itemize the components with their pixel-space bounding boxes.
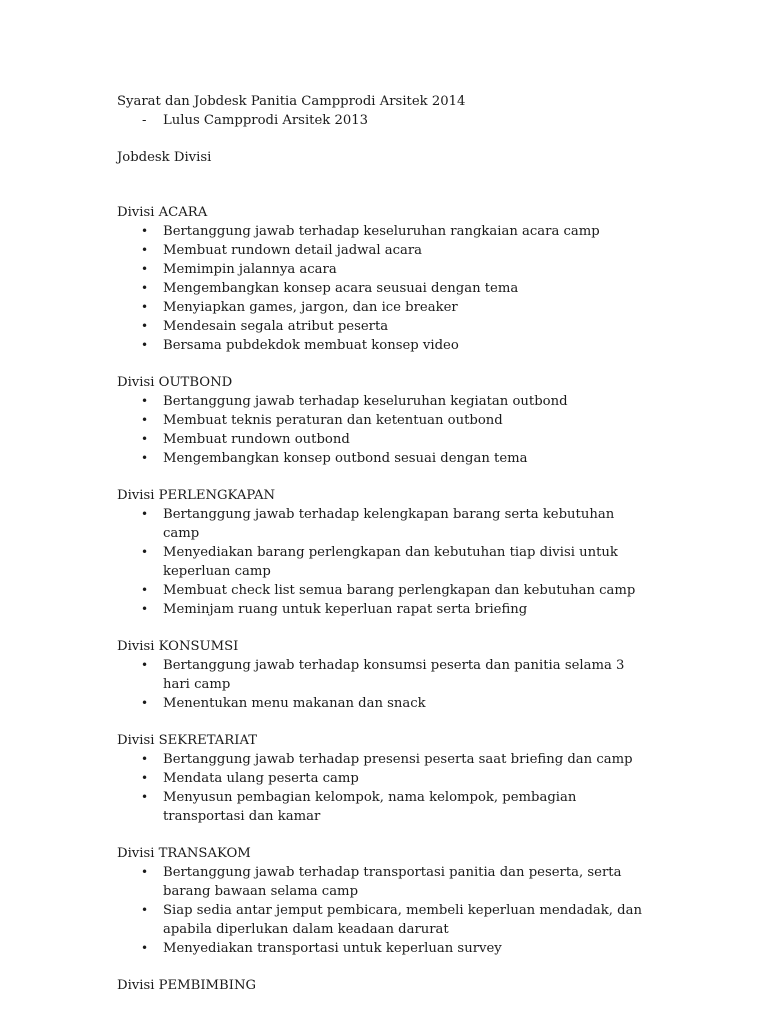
task-item (117, 449, 653, 468)
task-text: Bertanggung jawab terhadap konsumsi peserta dan panitia selama 3 hari camp (163, 658, 625, 692)
bullet-icon: • (141, 903, 149, 917)
task-list (117, 750, 657, 826)
document-title: Syarat dan Jobdesk Panitia Campprodi Arsitek 2014 (117, 94, 466, 109)
task-text: Menyediakan barang perlengkapan dan kebutuhan tiap divisi untuk keperluan camp (163, 545, 618, 579)
task-text: Menyediakan transportasi untuk keperluan survey (163, 941, 502, 956)
division-section (117, 203, 657, 355)
task-item (117, 750, 653, 769)
task-item (117, 769, 653, 788)
bullet-icon: • (141, 451, 149, 465)
task-item (117, 694, 653, 713)
task-item (117, 939, 653, 958)
task-text: Membuat check list semua barang perlengkapan dan kebutuhan camp (163, 583, 636, 598)
division-title: Divisi ACARA (117, 205, 208, 220)
task-text: Mengembangkan konsep acara seusuai dengan tema (163, 281, 519, 296)
division-title: Divisi OUTBOND (117, 375, 233, 390)
bullet-icon: • (141, 865, 149, 879)
bullet-icon: • (141, 752, 149, 766)
task-item (117, 260, 653, 279)
bullet-icon: • (141, 319, 149, 333)
document-page (117, 92, 657, 995)
task-item (117, 863, 653, 901)
section-subheading: Jobdesk Divisi (117, 150, 212, 165)
task-item (117, 317, 653, 336)
bullet-icon: • (141, 545, 149, 559)
task-text: Memimpin jalannya acara (163, 262, 337, 277)
division-section (117, 844, 657, 958)
task-list (117, 222, 657, 355)
task-text: Menyusun pembagian kelompok, nama kelompok, pembagian transportasi dan kamar (163, 790, 577, 824)
task-text: Bertanggung jawab terhadap keseluruhan rangkaian acara camp (163, 224, 600, 239)
dash-marker: - (142, 113, 147, 128)
requirement-text: Lulus Campprodi Arsitek 2013 (163, 113, 369, 128)
division-title: Divisi TRANSAKOM (117, 846, 251, 861)
bullet-icon: • (141, 413, 149, 427)
division-title: Divisi KONSUMSI (117, 639, 239, 654)
task-item (117, 543, 653, 581)
task-text: Menentukan menu makanan dan snack (163, 696, 426, 711)
bullet-icon: • (141, 300, 149, 314)
division-title: Divisi PEMBIMBING (117, 978, 257, 993)
task-text: Mendata ulang peserta camp (163, 771, 359, 786)
division-list (117, 203, 657, 995)
task-item (117, 505, 653, 543)
bullet-icon: • (141, 394, 149, 408)
task-text: Bertanggung jawab terhadap presensi peserta saat briefing dan camp (163, 752, 633, 767)
task-text: Bertanggung jawab terhadap keseluruhan kegiatan outbond (163, 394, 568, 409)
bullet-icon: • (141, 262, 149, 276)
task-item (117, 298, 653, 317)
task-item (117, 600, 653, 619)
task-list (117, 392, 657, 468)
task-item (117, 656, 653, 694)
task-item (117, 336, 653, 355)
bullet-icon: • (141, 941, 149, 955)
task-text: Bersama pubdekdok membuat konsep video (163, 338, 459, 353)
task-item (117, 411, 653, 430)
bullet-icon: • (141, 338, 149, 352)
task-item (117, 581, 653, 600)
bullet-icon: • (141, 658, 149, 672)
task-list (117, 656, 657, 713)
task-text: Membuat teknis peraturan dan ketentuan outbond (163, 413, 503, 428)
bullet-icon: • (141, 602, 149, 616)
division-section (117, 731, 657, 826)
task-text: Mengembangkan konsep outbond sesuai dengan tema (163, 451, 528, 466)
task-text: Bertanggung jawab terhadap kelengkapan barang serta kebutuhan camp (163, 507, 615, 541)
task-item (117, 222, 653, 241)
task-list (117, 863, 657, 958)
bullet-icon: • (141, 224, 149, 238)
bullet-icon: • (141, 583, 149, 597)
task-text: Menyiapkan games, jargon, dan ice breaker (163, 300, 458, 315)
division-title: Divisi PERLENGKAPAN (117, 488, 276, 503)
bullet-icon: • (141, 507, 149, 521)
task-item (117, 241, 653, 260)
task-item (117, 279, 653, 298)
requirement-item (117, 111, 657, 130)
division-section (117, 373, 657, 468)
division-section (117, 976, 657, 995)
task-text: Membuat rundown outbond (163, 432, 350, 447)
task-text: Mendesain segala atribut peserta (163, 319, 389, 334)
task-list (117, 505, 657, 619)
task-item (117, 392, 653, 411)
division-section (117, 637, 657, 713)
bullet-icon: • (141, 243, 149, 257)
bullet-icon: • (141, 771, 149, 785)
task-text: Membuat rundown detail jadwal acara (163, 243, 423, 258)
bullet-icon: • (141, 790, 149, 804)
task-text: Meminjam ruang untuk keperluan rapat serta briefing (163, 602, 528, 617)
task-item (117, 901, 653, 939)
bullet-icon: • (141, 696, 149, 710)
task-text: Bertanggung jawab terhadap transportasi panitia dan peserta, serta barang bawaan selama camp (163, 865, 622, 899)
division-title: Divisi SEKRETARIAT (117, 733, 258, 748)
task-item (117, 788, 653, 826)
task-item (117, 430, 653, 449)
bullet-icon: • (141, 281, 149, 295)
task-text: Siap sedia antar jemput pembicara, membeli keperluan mendadak, dan apabila diperlukan dalam keadaan darurat (163, 903, 642, 937)
bullet-icon: • (141, 432, 149, 446)
division-section (117, 486, 657, 619)
